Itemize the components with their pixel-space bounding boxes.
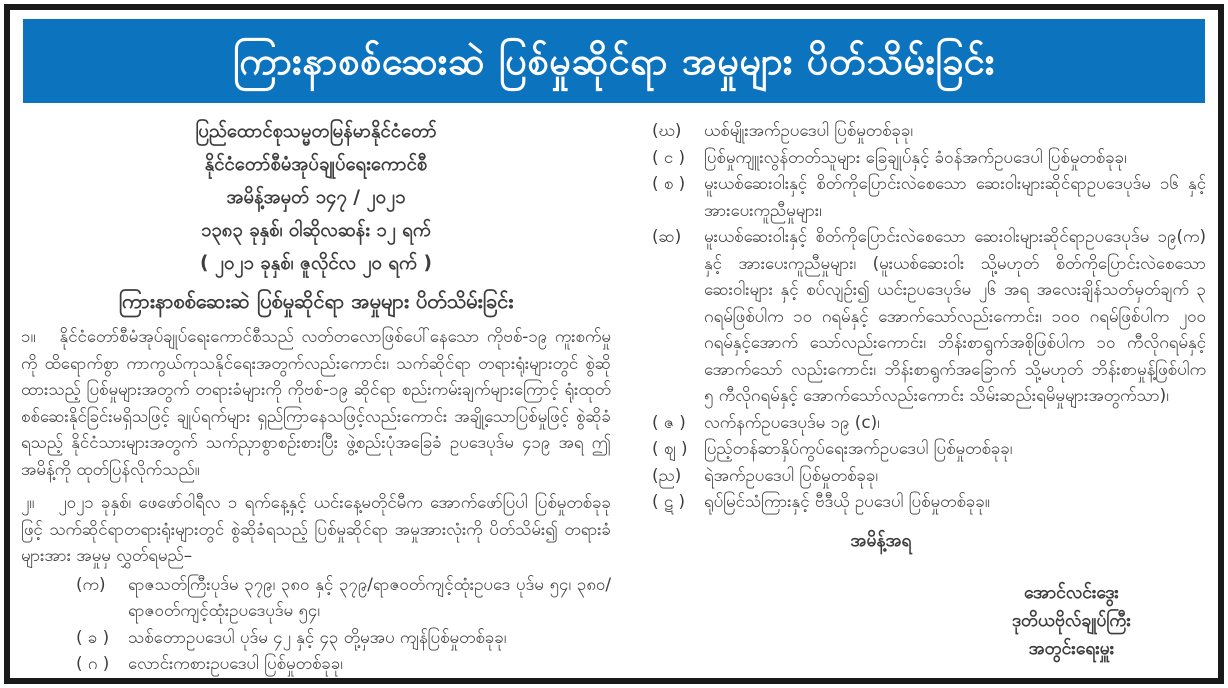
heading-line-myanmar-date: ၁၃၈၃ ခုနှစ်၊ ဝါဆိုလဆန်း ၁၂ ရက်: [200, 220, 432, 241]
paragraph-1: [21, 323, 611, 482]
offence-list-right: [646, 117, 1206, 515]
list-item: [21, 571, 611, 624]
item-label: (ဆ): [652, 226, 682, 246]
item-label: ( ဈ ): [652, 438, 688, 458]
list-item: [646, 117, 1206, 144]
list-item: [646, 170, 1206, 223]
item-label: ( ဇ ): [652, 411, 686, 432]
item-text: ပြည့်တန်ဆာနှိပ်ကွပ်ရေးအက်ဥပဒေပါ ပြစ်မှုတစ်ခုခု၊: [704, 438, 1013, 458]
paragraph-2-text: ၂၀၂၁ ခုနှစ်၊ ဖေဖော်ဝါရီလ ၁ ရက်နေ့နှင့် ယင်းနေ့မတိုင်မီက အောက်ဖော်ပြပါ ပြစ်မှုတစ်ခုခုဖြင့် သက်ဆိုင်ရာတရားရုံးများတွင် စွဲဆိုခံရသည့် ပြစ်မှုဆိုင်ရာ အမှုအားလုံးကို ပိတ်သိမ်း၍ တရားခံများအား အမှုမှ လွှတ်ရမည်–: [21, 492, 611, 565]
list-item: [646, 223, 1206, 409]
heading-line-order-number: အမိန့်အမှတ် ၁၄၇ / ၂၀၂၁: [226, 187, 406, 208]
signature-rank: ဒုတိယဗိုလ်ချုပ်ကြီး: [1011, 610, 1131, 631]
signature-name: အောင်လင်းဒွေး: [1024, 582, 1119, 603]
item-text: ယစ်မျိုးအက်ဥပဒေပါ ပြစ်မှုတစ်ခုခု၊: [704, 120, 914, 140]
item-text: ရုပ်မြင်သံကြားနှင့် ဗီဒီယို ဥပဒေပါ ပြစ်မှုတစ်ခုခု။: [704, 491, 990, 511]
item-text: လောင်းကစားဥပဒေပါ ပြစ်မှုတစ်ခုခု၊: [128, 653, 343, 673]
item-label: ( စ ): [652, 173, 686, 193]
heading-line-gregorian-date: ( ၂၀၂၁ ခုနှစ်၊ ဇူလိုင်လ ၂၀ ရက် ): [199, 253, 432, 274]
left-column: [21, 115, 611, 677]
item-text: မူးယစ်ဆေးဝါးနှင့် စိတ်ကိုပြောင်းလဲစေသော ဆေးဝါးများဆိုင်ရာဥပဒေပုဒ်မ ၁၆ နှင့် အားပေးကူညီမှုများ၊: [704, 173, 1206, 220]
item-text: ရာဇသတ်ကြီးပုဒ်မ ၃၇၉၊ ၃၈၀ နှင့် ၃၇၉/ရာဇဝတ်ကျင့်ထုံးဥပဒေ ပုဒ်မ ၅၄၊ ၃၈၀/ ရာဇဝတ်ကျင့်ထုံးဥပဒေပုဒ်မ ၅၄၊: [128, 573, 611, 620]
list-item: [646, 144, 1206, 171]
heading-line-country: ပြည်ထောင်စုသမ္မတမြန်မာနိုင်ငံတော်: [195, 121, 437, 142]
title-banner: [23, 19, 1205, 103]
offence-list-left: [21, 571, 611, 677]
item-text: လက်နက်ဥပဒေပုဒ်မ ၁၉ (c)၊: [704, 411, 880, 432]
list-item: [21, 650, 611, 677]
item-label: ( ဋ ): [652, 491, 686, 511]
item-label: ( ဂ ): [76, 653, 110, 673]
paragraph-2-number: ၂။: [21, 492, 35, 512]
signature-title: အတွင်းရေးမှူး: [1028, 638, 1115, 659]
item-label: (ဃ): [652, 120, 682, 140]
item-text: ပြစ်မှုကျူးလွန်တတ်သူများ ခြေချုပ်နှင့် ခံဝန်အက်ဥပဒေပါ ပြစ်မှုတစ်ခုခု၊: [704, 146, 1127, 167]
item-label: ( ခ ): [76, 626, 110, 647]
right-column: [646, 115, 1206, 677]
document-body: [10, 111, 1218, 677]
item-label: ( င ): [652, 146, 686, 167]
list-item: [646, 435, 1206, 462]
paragraph-1-text: နိုင်ငံတော်စီမံအုပ်ချုပ်ရေးကောင်စီသည် လတ်တလောဖြစ်ပေါ်နေသော ကိုဗစ်-၁၉ ကူးစက်မှုကို ထိရောက်စွာ ကာကွယ်ကုသနိုင်ရေးအတွက်လည်းကောင်း၊ သက်ဆိုင်ရာ တရားရုံးများတွင် စွဲဆိုထားသည့် ပြစ်မှုများအတွက် တရားခံများကို ကိုဗစ်-၁၉ ဆိုင်ရာ စည်းကမ်းချက်များကြောင့် ရုံးထုတ်စစ်ဆေးနိုင်ခြင်းမရှိသဖြင့် ချုပ်ရက်များ ရှည်ကြာနေသဖြင့်လည်းကောင်း အချို့သောပြစ်မှုဖြင့် စွဲဆိုခံရသည့် နိုင်ငံသားများအတွက် သက်ညှာစွာစဉ်းစားပြီး ဖွဲ့စည်းပုံအခြေခံ ဥပဒေပုဒ်မ ၄၁၉ အရ ဤအမိန့်ကို ထုတ်ပြန်လိုက်သည်။: [21, 326, 611, 479]
list-item: [646, 462, 1206, 489]
item-text: သစ်တောဥပဒေပါ ပုဒ်မ ၄၂ နှင့် ၄၃ တို့မှအပ ကျန်ပြစ်မှုတစ်ခုခု၊: [128, 626, 507, 647]
signature-block: [1012, 579, 1131, 663]
list-item: [646, 488, 1206, 515]
document-border-frame: [4, 4, 1224, 684]
order-subtitle: ကြားနာစစ်ဆေးဆဲ ပြစ်မှုဆိုင်ရာ အမှုများ ပိတ်သိမ်းခြင်း: [118, 289, 514, 313]
item-text: ရဲအက်ဥပဒေပါ ပြစ်မှုတစ်ခုခု၊: [704, 464, 879, 485]
paragraph-1-number: ၁။: [21, 326, 36, 346]
item-label: (က): [76, 573, 106, 594]
list-item: [21, 624, 611, 651]
heading-line-council: နိုင်ငံတော်စီမံအုပ်ချုပ်ရေးကောင်စီ: [204, 154, 428, 175]
item-text: မူးယစ်ဆေးဝါးနှင့် စိတ်ကိုပြောင်းလဲစေသော ဆေးဝါးများဆိုင်ရာဥပဒေပုဒ်မ ၁၉(က) နှင့် အားပေးကူညီမှုများ၊ (မူးယစ်ဆေးဝါး သို့မဟုတ် စိတ်ကိုပြောင်းလဲစေသောဆေးဝါးများ နှင့် စပ်လျဉ်း၍ ယင်းဥပဒေပုဒ်မ ၂၆ အရ အလေးချိန်သတ်မှတ်ချက် ၃ ဂရမ်ဖြစ်ပါက ၁၀ ဂရမ်နှင့် အောက်သော်လည်းကောင်း၊ ၁၀၀ ဂရမ်ဖြစ်ပါက ၂၀၀ ဂရမ်နှင့်အောက် သော်လည်းကောင်း၊ ဘိန်းစာရွက်အစိုဖြစ်ပါက ၁၀ ကီလိုဂရမ်နှင့်အောက်သော် လည်းကောင်း၊ ဘိန်းစာရွက်အခြောက် သို့မဟုတ် ဘိန်းစာမှုန့်ဖြစ်ပါက ၅ ကီလိုဂရမ်နှင့် အောက်သော်လည်းကောင်း သိမ်းဆည်းရမိမှုများအတွက်သာ)၊: [704, 226, 1206, 405]
paragraph-2: [21, 489, 611, 569]
item-label: (ည): [652, 464, 682, 485]
by-order-text: အမိန့်အရ: [850, 530, 912, 551]
letterhead: [21, 115, 611, 280]
list-item: [646, 409, 1206, 436]
banner-title: ကြားနာစစ်ဆေးဆဲ ပြစ်မှုဆိုင်ရာ အမှုများ ပိတ်သိမ်းခြင်း: [232, 39, 996, 83]
